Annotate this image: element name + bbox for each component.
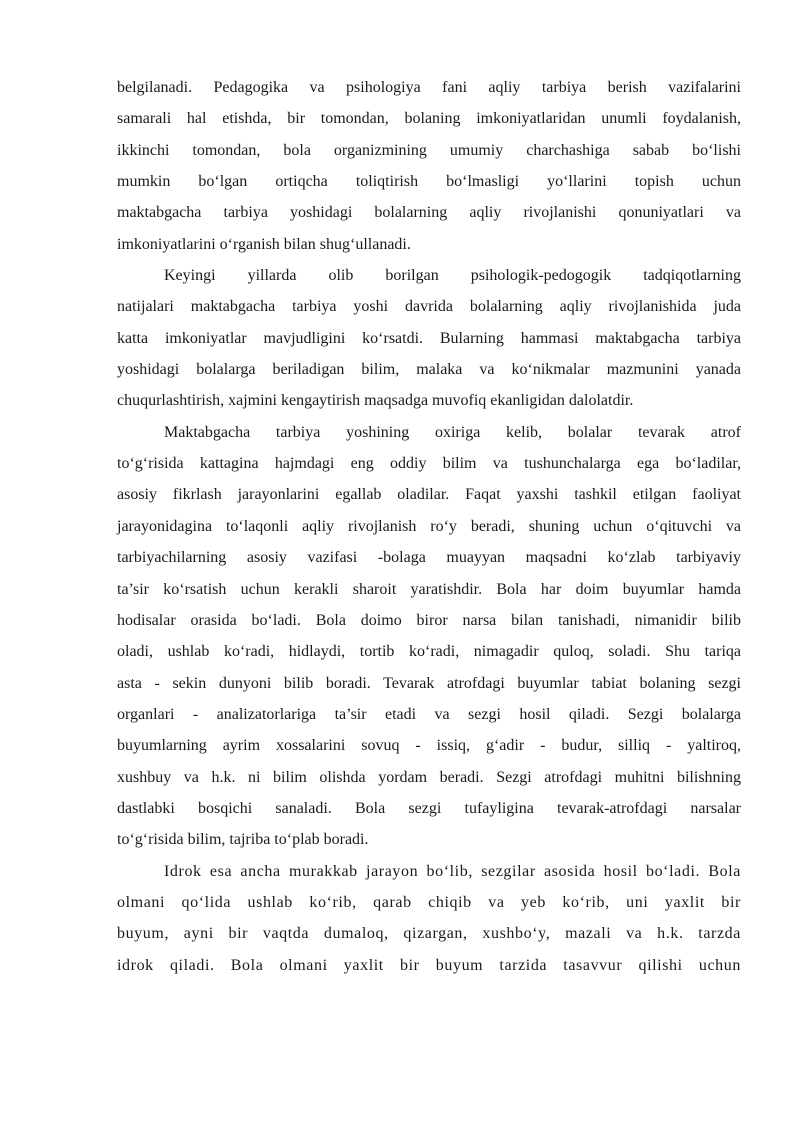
text-line: yoshidagi bolalarga beriladigan bilim, malaka va ko‘nikmalar mazmunini yanada — [117, 361, 741, 379]
text-line: asosiy fikrlash jarayonlarini egallab oladilar. Faqat yaxshi tashkil etilgan faoliyat — [117, 486, 741, 504]
text-line: jarayonidagina to‘laqonli aqliy rivojlanish ro‘y beradi, shuning uchun o‘qituvchi va — [117, 517, 741, 535]
text-line: natijalari maktabgacha tarbiya yoshi davrida bolalarning aqliy rivojlanishida juda — [117, 298, 741, 316]
text-line: dastlabki bosqichi sanaladi. Bola sezgi tufayligina tevarak-atrofdagi narsalar — [117, 799, 741, 817]
text-line: chuqurlashtirish, xajmini kengaytirish maqsadga muvofiq ekanligidan dalolatdir. — [117, 392, 634, 410]
text-line: xushbuy va h.k. ni bilim olishda yordam beradi. Sezgi atrofdagi muhitni bilishning — [117, 768, 741, 786]
text-line: Idrok esa ancha murakkab jarayon bo‘lib, sezgilar asosida hosil bo‘ladi. Bola — [164, 862, 741, 880]
paragraph-2 — [117, 260, 741, 417]
text-line: buyumlarning ayrim xossalarini sovuq - issiq, g‘adir - budur, silliq - yaltiroq, — [117, 737, 741, 755]
text-line: to‘g‘risida kattagina hajmdagi eng oddiy bilim va tushunchalarga ega bo‘ladilar, — [117, 455, 741, 473]
document-page — [117, 72, 741, 981]
text-line: idrok qiladi. Bola olmani yaxlit bir buyum tarzida tasavvur qilishi uchun — [117, 956, 741, 974]
text-line: ta’sir ko‘rsatish uchun kerakli sharoit yaratishdir. Bola har doim buyumlar hamda — [117, 580, 741, 598]
text-line: mumkin bo‘lgan ortiqcha toliqtirish bo‘lmasligi yo‘llarini topish uchun — [117, 173, 741, 191]
paragraph-4 — [117, 856, 741, 981]
text-line: Maktabgacha tarbiya yoshining oxiriga kelib, bolalar tevarak atrof — [164, 423, 741, 441]
text-line: to‘g‘risida bilim, tajriba to‘plab boradi. — [117, 831, 369, 849]
paragraph-3 — [117, 417, 741, 856]
text-line: imkoniyatlarini o‘rganish bilan shug‘ullanadi. — [117, 235, 411, 253]
text-line: ikkinchi tomondan, bola organizmining umumiy charchashiga sabab bo‘lishi — [117, 141, 741, 159]
text-line: organlari - analizatorlariga ta’sir etadi va sezgi hosil qiladi. Sezgi bolalarga — [117, 705, 741, 723]
text-line: hodisalar orasida bo‘ladi. Bola doimo biror narsa bilan tanishadi, nimanidir bilib — [117, 611, 741, 629]
paragraph-1 — [117, 72, 741, 260]
text-line: asta - sekin dunyoni bilib boradi. Tevarak atrofdagi buyumlar tabiat bolaning sezgi — [117, 674, 741, 692]
text-line: maktabgacha tarbiya yoshidagi bolalarning aqliy rivojlanishi qonuniyatlari va — [117, 204, 741, 222]
text-line: samarali hal etishda, bir tomondan, bolaning imkoniyatlaridan unumli foydalanish, — [117, 110, 741, 128]
text-line: oladi, ushlab ko‘radi, hidlaydi, tortib ko‘radi, nimagadir quloq, soladi. Shu tariqa — [117, 643, 741, 661]
text-line: olmani qo‘lida ushlab ko‘rib, qarab chiqib va yeb ko‘rib, uni yaxlit bir — [117, 893, 741, 911]
text-line: katta imkoniyatlar mavjudligini ko‘rsatdi. Bularning hammasi maktabgacha tarbiya — [117, 329, 741, 347]
text-line: buyum, ayni bir vaqtda dumaloq, qizargan, xushbo‘y, mazali va h.k. tarzda — [117, 925, 741, 943]
text-line: belgilanadi. Pedagogika va psihologiya fani aqliy tarbiya berish vazifalarini — [117, 79, 741, 96]
text-line: tarbiyachilarning asosiy vazifasi -bolaga muayyan maqsadni ko‘zlab tarbiyaviy — [117, 549, 741, 567]
text-line: Keyingi yillarda olib borilgan psihologik-pedogogik tadqiqotlarning — [164, 267, 741, 285]
